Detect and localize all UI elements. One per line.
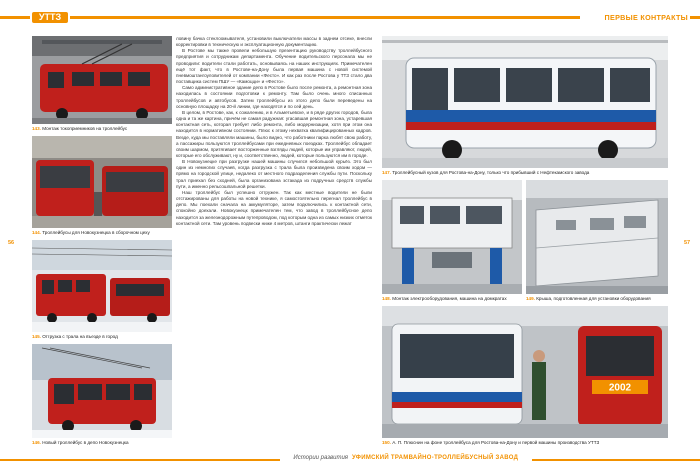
- article-text-column: [176, 36, 372, 448]
- page-number-right: 57: [684, 240, 691, 246]
- section-title: ПЕРВЫЕ КОНТРАКТЫ: [604, 13, 688, 22]
- page-footer: [0, 454, 700, 466]
- photo-148-electrical-mounting: [382, 180, 522, 294]
- footer-rule-left: [0, 459, 280, 461]
- caption-number: 144.: [32, 230, 41, 235]
- uttz-logo: УТТЗ: [32, 12, 68, 23]
- caption-number: 143.: [32, 126, 41, 131]
- header-rule-right: [70, 16, 580, 19]
- caption-number: 147.: [382, 170, 391, 175]
- photo-149-roof: [526, 180, 668, 294]
- photo-144-assembly-shop: [32, 136, 172, 228]
- caption-150: [382, 440, 672, 446]
- footer-series-title: Истории развития: [293, 455, 348, 461]
- body-paragraph: В Ростове мы также провели небольшую презентацию руководству троллейбусного предприятия и сотрудникам департамента. Обучение водительского персонала мы не проводили: водители стали работать, основываясь на наших инструкциях. Примечателен ещё тот факт, что в Ростове-на-Дону была первая машина с новой системой пневмоштангоуловителей от компании «Фесто». И как раз после Ростова у ТТЗ стало два поставщика систем ПШУ — «Камоцци» и «Фесто».: [176, 48, 372, 85]
- caption-text: Монтаж токоприемников на троллейбус: [42, 126, 128, 131]
- route-number-sign: 2002: [608, 382, 632, 394]
- caption-text: Новый троллейбус в депо Новокузнецка: [42, 440, 129, 445]
- caption-number: 145.: [32, 334, 41, 339]
- page-header: [0, 12, 700, 24]
- caption-text: Монтаж электрооборудования, машина на домкратах: [392, 296, 507, 301]
- caption-144: [32, 230, 172, 236]
- caption-number: 148.: [382, 296, 391, 301]
- body-paragraph: В Новокузнецке при разгрузке нашей машины случился небольшой курьёз. Это был один из немногих случаев, когда разгрузка с трала была произведена своим ходом — прямо на городской улице, недалеко от местного подразделения службы пути. Поскольку трал приехал без сходней, была организована эстакада из подручных средств службы пути, а именно рельсошпальной решетки.: [176, 159, 372, 189]
- photo-147-bus-body: [382, 36, 668, 168]
- caption-text: Троллейбусный кузов для Ростова-на-Дону, только что прибывший с Нефтекамского завода: [392, 170, 590, 175]
- photo-146-depot: [32, 344, 172, 438]
- caption-number: 150.: [382, 440, 391, 445]
- caption-143: [32, 126, 172, 132]
- caption-146: [32, 440, 172, 446]
- caption-148: [382, 296, 522, 302]
- caption-text: Троллейбусы для Новокузнецка в сборочном цеху: [42, 230, 150, 235]
- caption-number: 146.: [32, 440, 41, 445]
- caption-text: Отгрузка с трала на въезде в город: [42, 334, 118, 339]
- caption-text: А. П. Плюснин на фоне троллейбуса для Ростова-на-Дону и первой машины производства УТТЗ: [392, 440, 600, 445]
- caption-number: 149.: [526, 296, 535, 301]
- body-paragraph: Само административное здание депо в Ростове было после ремонта, а ремонтная зона находилась в состоянии подготовки к ремонту. Там было очень много списанных троллейбусов и автобусов. Затем троллейбусы из этого депо были переведены на основную площадку на 20-й линии, где находятся и по сей день.: [176, 85, 372, 109]
- header-rule-left: [0, 16, 30, 19]
- footer-book-title: УФИМСКИЙ ТРАМВАЙНО-ТРОЛЛЕЙБУСНЫЙ ЗАВОД: [352, 455, 519, 461]
- photo-150-pliusnin-with-trolleybuses: [382, 306, 668, 438]
- caption-145: [32, 334, 172, 340]
- body-paragraph: В целом, в Ростове, как, к сожалению, и в Альметьевске, и в ряде других городов, была одна и та же картина, причём не самая радужная: угасавшая ремонтная зона, устаревшая контактная сеть, которая требует либо ремонта, либо модернизации, хотя при этом она находится в нормативном состоянии. Плюс к этому нехватка квалифицированных кадров. Везде, куда мы поставляли машины, было видно, что работники парка любят свою работу, а пассажиры пользуются троллейбусами при ежедневных поездках. Троллейбус обладает своим шармом, притягивает восторженные взгляды людей, которые им управляют, людей, которые его обслуживают, ну и, соответственно, людей, которые пользуются им в городе.: [176, 109, 372, 158]
- caption-text: Крыша, подготовленная для установки оборудования: [536, 296, 651, 301]
- photo-143-pantograph-mounting: [32, 36, 172, 124]
- header-rule-end: [690, 16, 700, 19]
- caption-147: [382, 170, 668, 176]
- page-number-left: 56: [8, 240, 15, 246]
- photo-145-unloading: [32, 240, 172, 332]
- caption-149: [526, 296, 668, 302]
- footer-rule-right: [532, 459, 700, 461]
- body-paragraph: ловину бачка стеклоомывателя, установили выключатели массы в заднем отсеке, внесли корректировки в техническую и эксплуатационную документацию.: [176, 36, 372, 48]
- body-paragraph: Наш троллейбус был успешно отгружен. Так как местные водители не были отстажированы для работы на новой технике, я самостоятельно перегнал троллейбус в депо. Мы поехали сначала на аккумуляторе, затем подключились к контактной сети, спокойно доехали. Новокузнецк примечателен тем, что завод в троллейбусное депо находится за железнодорожным путепроводом, под которым одна из самых низких отметок контактной сети. Там уровень подвески ниже 4 метров, штанги практически лежат: [176, 189, 372, 226]
